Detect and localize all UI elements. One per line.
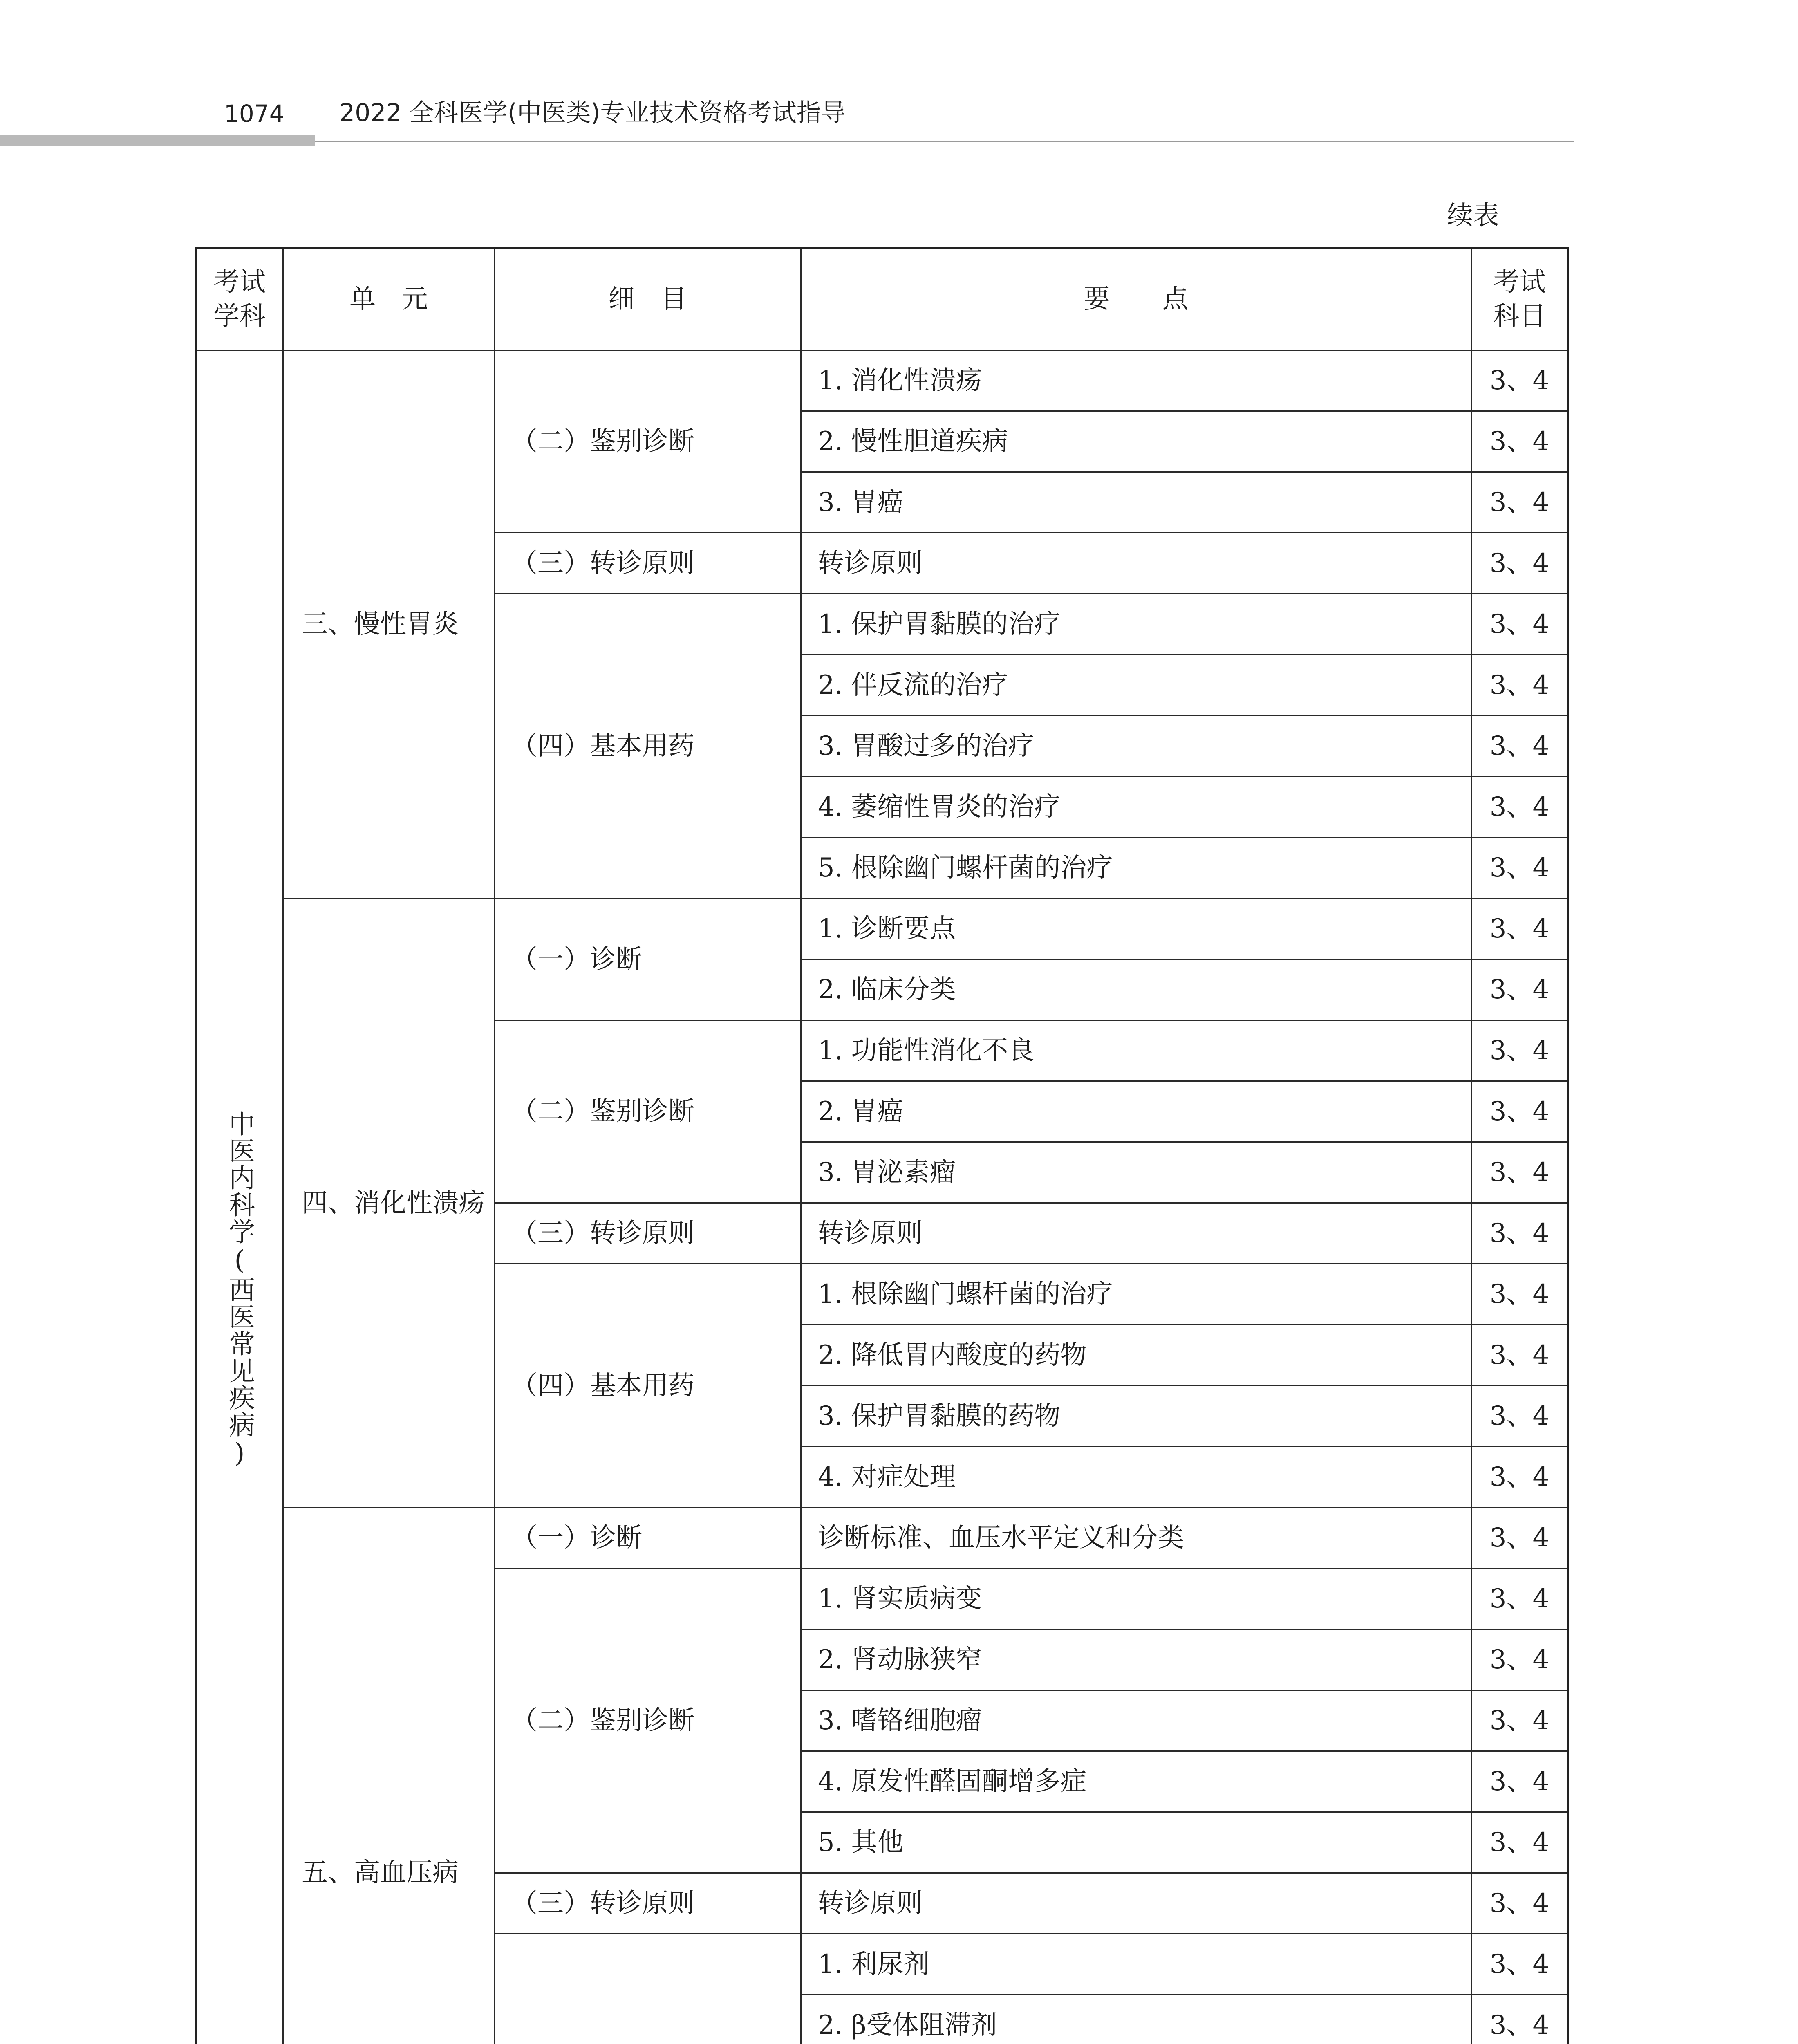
item-cell: （一）诊断 — [495, 1508, 801, 1569]
score-cell: 3、4 — [1471, 1569, 1568, 1629]
score-cell: 3、4 — [1471, 533, 1568, 594]
score-cell: 3、4 — [1471, 1081, 1568, 1142]
point-cell: 1. 保护胃黏膜的治疗 — [801, 594, 1471, 655]
running-header-title: 2022 全科医学(中医类)专业技术资格考试指导 — [339, 99, 846, 127]
point-cell: 2. 肾动脉狭窄 — [801, 1629, 1471, 1690]
point-cell: 5. 其他 — [801, 1812, 1471, 1873]
score-cell: 3、4 — [1471, 1629, 1568, 1690]
score-cell: 3、4 — [1471, 1142, 1568, 1203]
page-number: 1074 — [224, 100, 284, 128]
point-cell: 3. 保护胃黏膜的药物 — [801, 1386, 1471, 1447]
item-cell: （二）鉴别诊断 — [495, 1569, 801, 1873]
point-cell: 1. 利尿剂 — [801, 1934, 1471, 1995]
score-cell: 3、4 — [1471, 1873, 1568, 1934]
point-cell: 3. 胃癌 — [801, 472, 1471, 533]
score-cell: 3、4 — [1471, 838, 1568, 899]
point-cell: 3. 胃酸过多的治疗 — [801, 716, 1471, 777]
item-cell: （三）转诊原则 — [495, 1873, 801, 1934]
item-cell — [495, 1934, 801, 2044]
score-cell: 3、4 — [1471, 1203, 1568, 1264]
table-row — [196, 350, 1568, 411]
point-cell: 1. 肾实质病变 — [801, 1569, 1471, 1629]
syllabus-table — [195, 247, 1569, 2044]
continued-table-label: 续表 — [1447, 201, 1499, 231]
score-cell: 3、4 — [1471, 1934, 1568, 1995]
score-cell: 3、4 — [1471, 1690, 1568, 1751]
point-cell: 1. 消化性溃疡 — [801, 350, 1471, 411]
table-body — [196, 350, 1568, 2044]
score-cell: 3、4 — [1471, 1751, 1568, 1812]
score-cell: 3、4 — [1471, 1447, 1568, 1508]
item-cell: （一）诊断 — [495, 899, 801, 1020]
item-cell: （四）基本用药 — [495, 1264, 801, 1508]
point-cell: 2. β受体阻滞剂 — [801, 1995, 1471, 2044]
item-cell: （四）基本用药 — [495, 594, 801, 899]
point-cell: 2. 临床分类 — [801, 959, 1471, 1020]
score-cell: 3、4 — [1471, 594, 1568, 655]
header-item: 细 目 — [495, 248, 801, 350]
score-cell: 3、4 — [1471, 655, 1568, 716]
point-cell: 1. 根除幽门螺杆菌的治疗 — [801, 1264, 1471, 1325]
subject-cell: 中医内科学(西医常见疾病) — [196, 350, 283, 2044]
point-cell: 3. 胃泌素瘤 — [801, 1142, 1471, 1203]
point-cell: 转诊原则 — [801, 533, 1471, 594]
item-cell: （二）鉴别诊断 — [495, 1020, 801, 1203]
score-cell: 3、4 — [1471, 1508, 1568, 1569]
score-cell: 3、4 — [1471, 959, 1568, 1020]
item-cell: （二）鉴别诊断 — [495, 350, 801, 533]
score-cell: 3、4 — [1471, 716, 1568, 777]
point-cell: 4. 对症处理 — [801, 1447, 1471, 1508]
score-cell: 3、4 — [1471, 350, 1568, 411]
point-cell: 1. 诊断要点 — [801, 899, 1471, 959]
score-cell: 3、4 — [1471, 1995, 1568, 2044]
header-score: 考试 科目 — [1471, 248, 1568, 350]
point-cell: 2. 伴反流的治疗 — [801, 655, 1471, 716]
point-cell: 4. 萎缩性胃炎的治疗 — [801, 777, 1471, 838]
item-cell: （三）转诊原则 — [495, 1203, 801, 1264]
header-point: 要 点 — [801, 248, 1471, 350]
point-cell: 1. 功能性消化不良 — [801, 1020, 1471, 1081]
header-subject: 考试 学科 — [196, 248, 283, 350]
point-cell: 2. 慢性胆道疾病 — [801, 411, 1471, 472]
unit-cell: 五、高血压病 — [283, 1508, 495, 2044]
score-cell: 3、4 — [1471, 1325, 1568, 1386]
point-cell: 转诊原则 — [801, 1873, 1471, 1934]
header-rule — [315, 141, 1574, 142]
point-cell: 2. 胃癌 — [801, 1081, 1471, 1142]
score-cell: 3、4 — [1471, 1264, 1568, 1325]
point-cell: 3. 嗜铬细胞瘤 — [801, 1690, 1471, 1751]
table-row — [196, 1508, 1568, 1569]
header-unit: 单 元 — [283, 248, 495, 350]
score-cell: 3、4 — [1471, 411, 1568, 472]
unit-cell: 四、消化性溃疡 — [283, 899, 495, 1508]
item-cell: （三）转诊原则 — [495, 533, 801, 594]
score-cell: 3、4 — [1471, 1812, 1568, 1873]
point-cell: 2. 降低胃内酸度的药物 — [801, 1325, 1471, 1386]
unit-cell: 三、慢性胃炎 — [283, 350, 495, 899]
point-cell: 4. 原发性醛固酮增多症 — [801, 1751, 1471, 1812]
header-rule-accent — [0, 135, 315, 146]
score-cell: 3、4 — [1471, 1386, 1568, 1447]
point-cell: 转诊原则 — [801, 1203, 1471, 1264]
table-header-row — [196, 248, 1568, 350]
score-cell: 3、4 — [1471, 1020, 1568, 1081]
score-cell: 3、4 — [1471, 777, 1568, 838]
score-cell: 3、4 — [1471, 472, 1568, 533]
point-cell: 5. 根除幽门螺杆菌的治疗 — [801, 838, 1471, 899]
score-cell: 3、4 — [1471, 899, 1568, 959]
point-cell: 诊断标准、血压水平定义和分类 — [801, 1508, 1471, 1569]
table-row — [196, 899, 1568, 959]
